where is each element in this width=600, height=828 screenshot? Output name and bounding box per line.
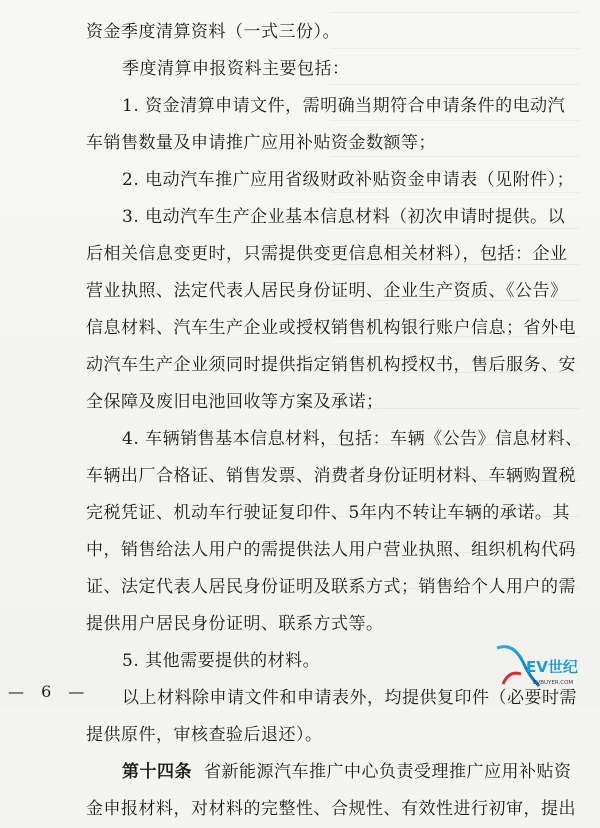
- text-line: 季度清算申报资料主要包括：: [122, 59, 350, 79]
- text-line: 营业执照、法定代表人居民身份证明、企业生产资质、《公告》: [86, 281, 568, 301]
- logo-subtext: EVBUYER.COM: [533, 680, 574, 686]
- text-line: 车销售数量及申请推广应用补贴资金数额等；: [86, 133, 436, 153]
- article-text: 省新能源汽车推广中心负责受理推广应用补贴资: [204, 762, 572, 782]
- text-line: 提供用户居民身份证明、联系方式等。: [86, 614, 384, 634]
- article-line: [86, 754, 572, 791]
- text-line: 全保障及废旧电池回收等方案及承诺；: [86, 392, 384, 412]
- logo-text: EV世纪: [526, 658, 578, 676]
- text-line: 5. 其他需要提供的材料。: [122, 651, 321, 671]
- page-number: — 6 —: [8, 682, 91, 701]
- article-heading: 第十四条: [122, 762, 192, 782]
- text-line: 证、法定代表人居民身份证明及联系方式；销售给个人用户的需: [86, 577, 576, 597]
- text-line: 金申报材料，对材料的完整性、合规性、有效性进行初审，提出: [86, 799, 576, 819]
- text-line: 提供原件，审核查验后退还）。: [86, 725, 323, 745]
- text-line: 完税凭证、机动车行驶证复印件、5年内不转让车辆的承诺。其: [86, 503, 570, 523]
- text-line: 3. 电动汽车生产企业基本信息材料（初次申请时提供。以: [122, 207, 566, 227]
- text-line: 4. 车辆销售基本信息材料，包括：车辆《公告》信息材料、: [122, 429, 583, 449]
- text-line: 信息材料、汽车生产企业或授权销售机构银行账户信息；省外电: [86, 318, 576, 338]
- text-line: 车辆出厂合格证、销售发票、消费者身份证明材料、车辆购置税: [86, 466, 576, 486]
- text-line: 中，销售给法人用户的需提供法人用户营业执照、组织机构代码: [86, 540, 576, 560]
- text-line: 2. 电动汽车推广应用省级财政补贴资金申请表（见附件）；: [122, 170, 575, 190]
- text-line: 后相关信息变更时，只需提供变更信息相关材料），包括：企业: [86, 244, 568, 264]
- text-line: 动汽车生产企业须同时提供指定销售机构授权书，售后服务、安: [86, 355, 576, 375]
- text-line: 1. 资金清算申请文件，需明确当期符合申请条件的电动汽: [122, 96, 566, 116]
- text-line: 以上材料除申请文件和申请表外，均提供复印件（必要时需: [122, 688, 577, 708]
- ev-shiji-logo: [493, 640, 585, 692]
- text-line: 资金季度清算资料（一式三份）。: [86, 22, 340, 42]
